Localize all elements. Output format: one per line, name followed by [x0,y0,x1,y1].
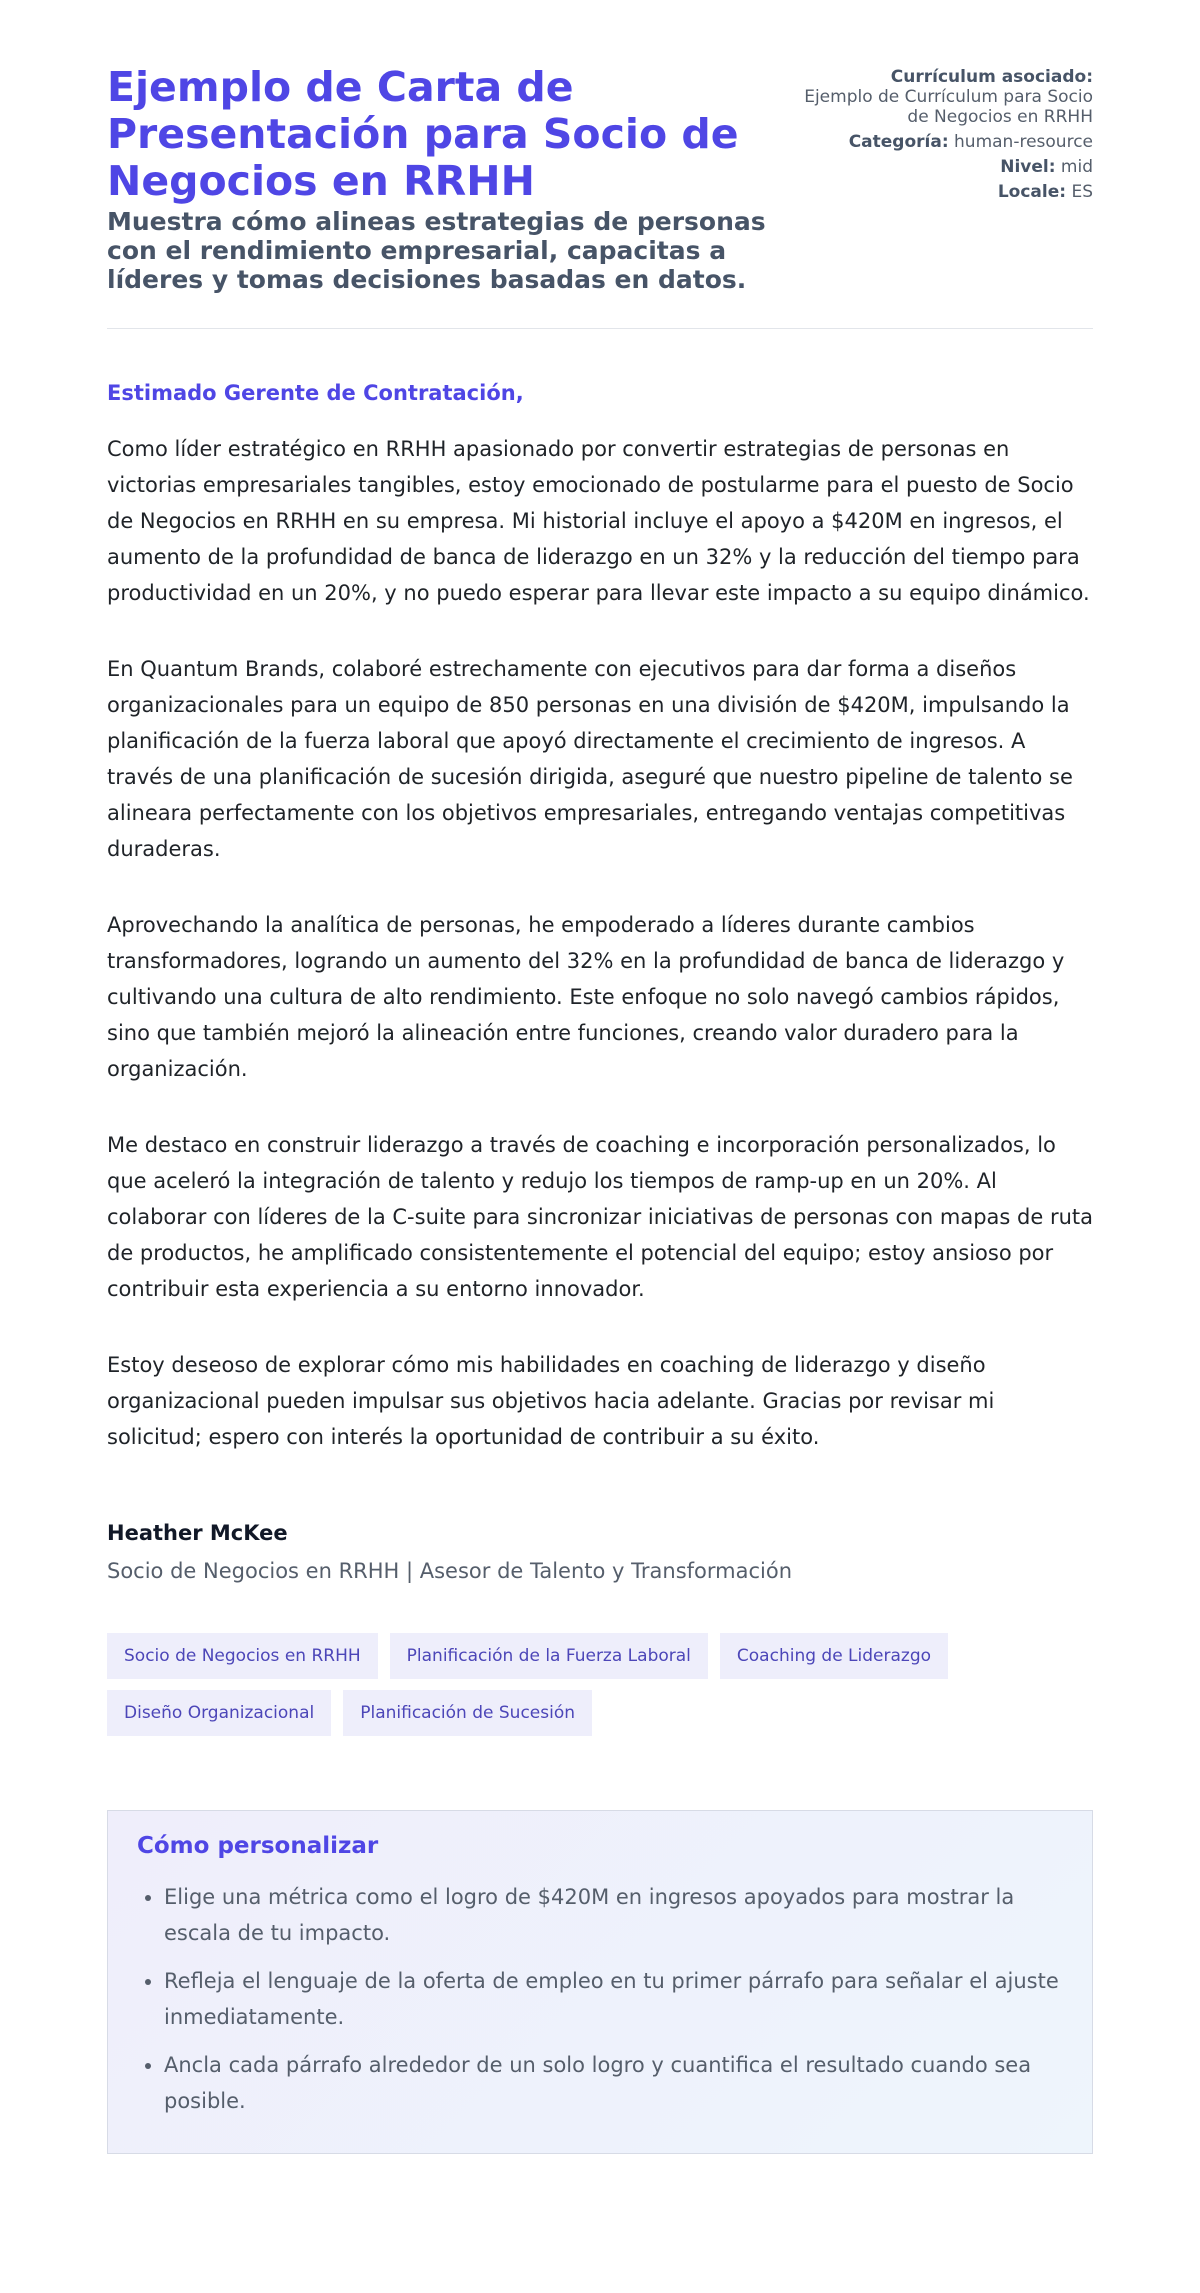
skill-tags [107,1633,1093,1736]
meta-level [797,157,1093,177]
page-subtitle: Muestra cómo alineas estrategias de personas con el rendimiento empresarial, capacitas a líderes y tomas decisiones basadas en datos. [107,207,766,294]
skill-tag[interactable]: Socio de Negocios en RRHH [107,1633,378,1679]
skill-tag[interactable]: Planificación de la Fuerza Laboral [390,1633,708,1679]
meta-category-label: Categoría: [848,132,949,152]
customize-tips-box [107,1810,1093,2154]
tip-item: • Elige una métrica como el logro de $420M en ingresos apoyados para mostrar la escala de tu impacto. [164,1879,1062,1951]
signature-role: Socio de Negocios en RRHH | Asesor de Talento y Transformación [107,1559,793,1583]
meta-panel [797,64,1093,207]
page-title: Ejemplo de Carta de Presentación para Socio de Negocios en RRHH [107,63,739,205]
tips-list [137,1879,1062,2119]
meta-locale-value: ES [1071,182,1093,202]
skill-tag[interactable]: Diseño Organizacional [107,1690,331,1736]
tip-item: • Ancla cada párrafo alrededor de un solo logro y cuantifica el resultado cuando sea posible. [164,2047,1062,2119]
meta-locale [797,182,1093,202]
skill-tag[interactable]: Planificación de Sucesión [343,1690,592,1736]
page-header [107,64,1093,294]
meta-category-value: human-resource [954,132,1093,152]
meta-locale-label: Locale: [997,182,1067,202]
meta-resume [797,67,1093,127]
signature-name: Heather McKee [107,1521,288,1545]
tip-item: • Refleja el lenguaje de la oferta de empleo en tu primer párrafo para señalar el ajuste inmediatamente. [164,1963,1062,2035]
cover-letter-page [107,0,1093,2154]
letter-greeting: Estimado Gerente de Contratación, [107,381,524,405]
header-divider [107,328,1093,329]
letter-paragraph: Aprovechando la analítica de personas, he empoderado a líderes durante cambios transformadores, logrando un aumento del 32% en la profundidad de banca de liderazgo y cultivando una cultura de alto rendimiento. Este enfoque no solo navegó cambios rápidos, sino que también mejoró la alineación entre funciones, creando valor duradero para la organización. [107,913,1065,1081]
meta-level-value: mid [1060,157,1093,177]
letter-paragraph: Como líder estratégico en RRHH apasionado por convertir estrategias de personas en victorias empresariales tangibles, estoy emocionado de postularme para el puesto de Socio de Negocios en RRHH en su empresa. Mi historial incluye el apoyo a $420M en ingresos, el aumento de la profundidad de banca de liderazgo en un 32% y la reducción del tiempo para productividad en un 20%, y no puedo esperar para llevar este impacto a su equipo dinámico. [107,437,1090,605]
skill-tag[interactable]: Coaching de Liderazgo [720,1633,948,1679]
header-title-block [107,64,797,294]
letter-paragraph: Estoy deseoso de explorar cómo mis habilidades en coaching de liderazgo y diseño organizacional pueden impulsar sus objetivos hacia adelante. Gracias por revisar mi solicitud; espero con interés la oportunidad de contribuir a su éxito. [107,1353,995,1449]
letter-paragraph: En Quantum Brands, colaboré estrechamente con ejecutivos para dar forma a diseños organizacionales para un equipo de 850 personas en una división de $420M, impulsando la planificación de la fuerza laboral que apoyó directamente el crecimiento de ingresos. A través de una planificación de sucesión dirigida, aseguré que nuestro pipeline de talento se alineara perfectamente con los objetivos empresariales, entregando ventajas competitivas duraderas. [107,657,1073,861]
meta-level-label: Nivel: [1000,157,1056,177]
letter-paragraph: Me destaco en construir liderazgo a través de coaching e incorporación personalizados, lo que aceleró la integración de talento y redujo los tiempos de ramp-up en un 20%. Al colaborar con líderes de la C-suite para sincronizar iniciativas de personas con mapas de ruta de productos, he amplificado consistentemente el potencial del equipo; estoy ansioso por contribuir esta experiencia a su entorno innovador. [107,1133,1094,1301]
meta-resume-link[interactable]: Ejemplo de Currículum para Socio de Negocios en RRHH [804,87,1093,127]
tips-title: Cómo personalizar [137,1833,379,1859]
meta-resume-label: Currículum asociado: [890,67,1093,87]
meta-category [797,132,1093,152]
